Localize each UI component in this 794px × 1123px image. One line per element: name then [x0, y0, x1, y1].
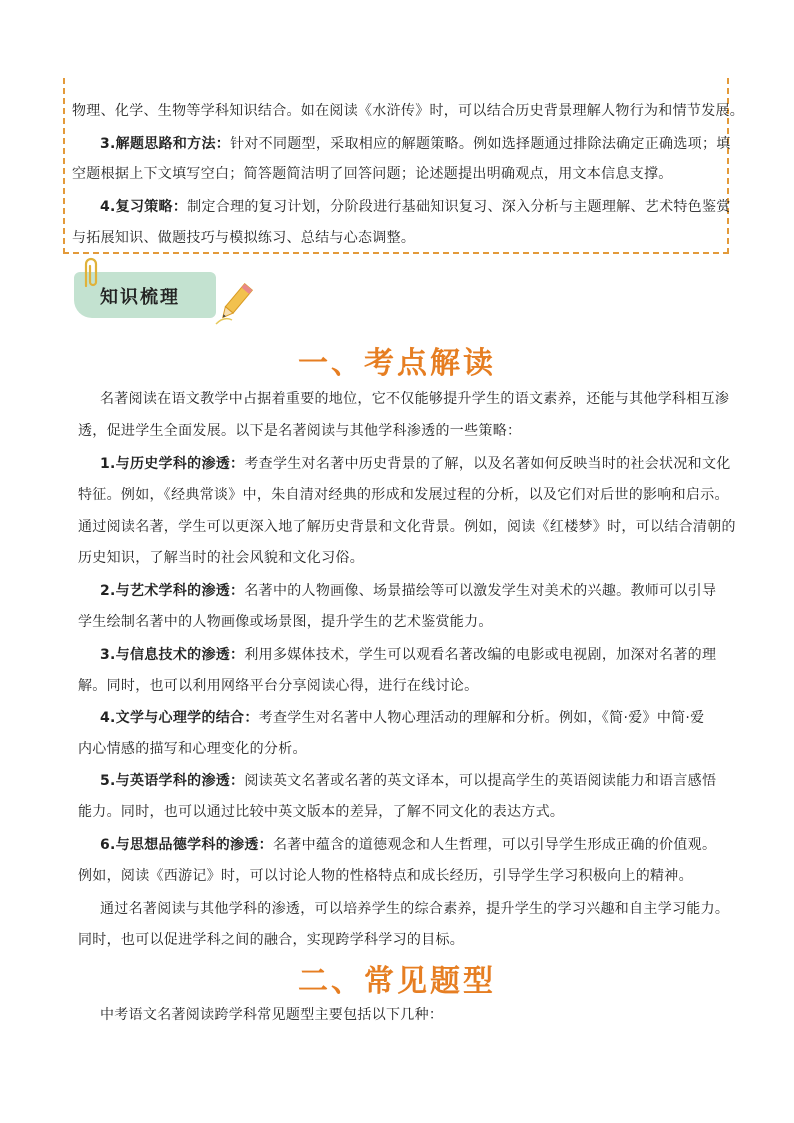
item-text: 阅读英文名著或名著的英文译本，可以提高学生的英语阅读能力和语言感悟 [244, 773, 717, 789]
paragraph: 学生绘制名著中的人物画像或场景图，提升学生的艺术鉴赏能力。 [78, 614, 493, 630]
summary-item-3 [100, 134, 731, 154]
item-text: 制定合理的复习计划，分阶段进行基础知识复习、深入分析与主题理解、艺术特色鉴赏 [187, 199, 731, 215]
item-label: 5.与英语学科的渗透： [100, 773, 245, 789]
paragraph: 名著阅读在语文教学中占据着重要的地位，它不仅能够提升学生的语文素养，还能与其他学科相互渗 [100, 391, 730, 407]
summary-item-4-cont: 与拓展知识、做题技巧与模拟练习、总结与心态调整。 [72, 230, 416, 246]
paragraph: 中考语文名著阅读跨学科常见题型主要包括以下几种： [100, 1007, 444, 1023]
list-item [100, 708, 750, 728]
paragraph: 例如，阅读《西游记》时，可以讨论人物的性格特点和成长经历，引导学生学习积极向上的精神。 [78, 868, 693, 884]
paragraph: 能力。同时，也可以通过比较中英文版本的差异，了解不同文化的表达方式。 [78, 804, 565, 820]
list-item [100, 454, 750, 474]
paragraph: 透，促进学生全面发展。以下是名著阅读与其他学科渗透的一些策略： [78, 423, 522, 439]
item-text: 考查学生对名著中人物心理活动的理解和分析。例如，《简·爱》中简·爱 [258, 710, 705, 726]
item-label: 1.与历史学科的渗透： [100, 456, 245, 472]
list-item [100, 835, 750, 855]
item-label: 2.与艺术学科的渗透： [100, 583, 245, 599]
item-text: 名著中蕴含的道德观念和人生哲理，可以引导学生形成正确的价值观。 [272, 837, 717, 853]
item-label: 3.解题思路和方法： [100, 136, 231, 152]
summary-item-4 [100, 197, 731, 217]
item-label: 4.复习策略： [100, 199, 188, 215]
pencil-icon [214, 280, 256, 330]
paragraph: 解。同时，也可以利用网络平台分享阅读心得，进行在线讨论。 [78, 678, 479, 694]
item-text: 名著中的人物画像、场景描绘等可以激发学生对美术的兴趣。教师可以引导 [244, 583, 717, 599]
item-label: 6.与思想品德学科的渗透： [100, 837, 273, 853]
paperclip-icon [78, 256, 104, 294]
item-text: 考查学生对名著中历史背景的了解，以及名著如何反映当时的社会状况和文化 [244, 456, 731, 472]
section-heading-2: 二、常见题型 [298, 964, 496, 999]
paragraph: 历史知识，了解当时的社会风貌和文化习俗。 [78, 550, 364, 566]
paragraph: 通过阅读名著，学生可以更深入地了解历史背景和文化背景。例如，阅读《红楼梦》时，可以结合清朝的 [78, 519, 736, 535]
item-text: 针对不同题型，采取相应的解题策略。例如选择题通过排除法确定正确选项；填 [230, 136, 731, 152]
summary-line-1: 物理、化学、生物等学科知识结合。如在阅读《水浒传》时，可以结合历史背景理解人物行为和情节发展。 [72, 103, 745, 119]
paragraph: 通过名著阅读与其他学科的渗透，可以培养学生的综合素养，提升学生的学习兴趣和自主学习能力。 [100, 901, 730, 917]
list-item [100, 645, 750, 665]
item-label: 4.文学与心理学的结合： [100, 710, 259, 726]
paragraph: 内心情感的描写和心理变化的分析。 [78, 741, 307, 757]
list-item [100, 771, 750, 791]
list-item [100, 581, 750, 601]
banner-label: 知识梳理 [100, 287, 180, 308]
item-label: 3.与信息技术的渗透： [100, 647, 245, 663]
paragraph: 特征。例如，《经典常谈》中，朱自清对经典的形成和发展过程的分析，以及它们对后世的影响和启示。 [78, 487, 729, 503]
section-heading-1: 一、考点解读 [298, 346, 496, 381]
paragraph: 同时，也可以促进学科之间的融合，实现跨学科学习的目标。 [78, 932, 465, 948]
item-text: 利用多媒体技术，学生可以观看名著改编的电影或电视剧，加深对名著的理 [244, 647, 717, 663]
summary-item-3-cont: 空题根据上下文填写空白；简答题简洁明了回答问题；论述题提出明确观点，用文本信息支撑。 [72, 166, 673, 182]
